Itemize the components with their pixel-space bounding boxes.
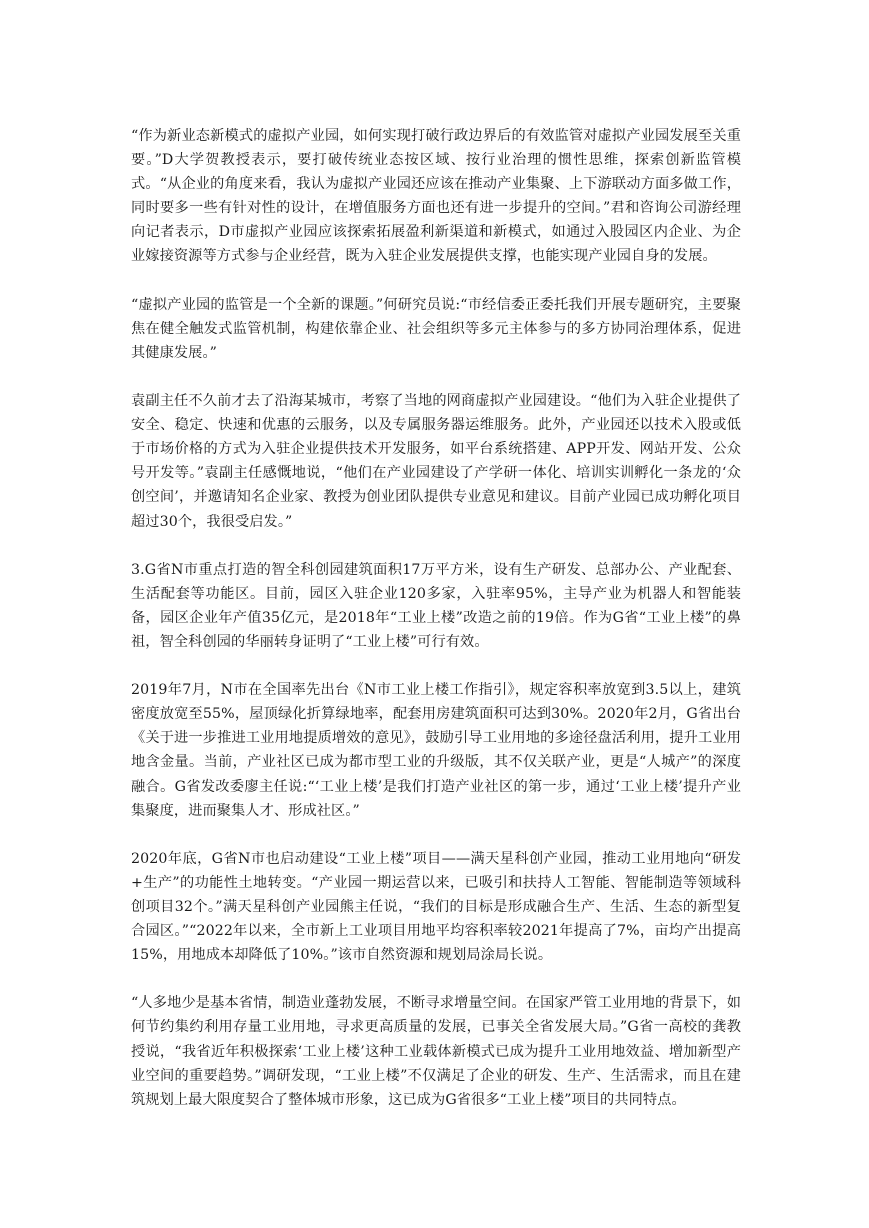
paragraph-zhiquan-park: 3.G省N市重点打造的智全科创园建筑面积17万平方米，设有生产研发、总部办公、产业配套、生活配套等功能区。目前，园区入驻企业120多家，入驻率95%，主导产业为机器人和智能装备，园区企业年产值35亿元，是2018年“工业上楼”改造之前的19倍。作为G省“工业上楼”的鼻祖，智全科创园的华丽转身证明了“工业上楼”可行有效。 — [131, 561, 741, 650]
document-body — [131, 124, 741, 1136]
paragraph-professor-gong: “人多地少是基本省情，制造业蓬勃发展，不断寻求增量空间。在国家严管工业用地的背景下，如何节约集约利用存量工业用地，寻求更高质量的发展，已事关全省发展大局。”G省一高校的龚教授说，“我省近年积极探索‘工业上楼’这种工业载体新模式已成为提升工业用地效益、增加新型产业空间的重要趋势。”调研发现，“工业上楼”不仅满足了企业的研发、生产、生活需求，而且在建筑规划上最大限度契合了整体城市形象，这已成为G省很多“工业上楼”项目的共同特点。 — [131, 995, 741, 1108]
paragraph-policy-2019: 2019年7月，N市在全国率先出台《N市工业上楼工作指引》，规定容积率放宽到3.5以上，建筑密度放宽至55%，屋顶绿化折算绿地率，配套用房建筑面积可达到30%。2020年2月，G省出台《关于进一步推进工业用地提质增效的意见》，鼓励引导工业用地的多途径盘活利用，提升工业用地含金量。当前，产业社区已成为都市型工业的升级版，其不仅关联产业，更是“人城产”的深度融合。G省发改委廖主任说:“‘工业上楼’是我们打造产业社区的第一步，通过‘工业上楼’提升产业集聚度，进而聚集人才、形成社区。” — [131, 682, 741, 819]
paragraph-coastal-city-visit: 袁副主任不久前才去了沿海某城市，考察了当地的网商虚拟产业园建设。“他们为入驻企业提供了安全、稳定、快速和优惠的云服务，以及专属服务器运维服务。此外，产业园还以技术入股或低于市场价格的方式为入驻企业提供技术开发服务，如平台系统搭建、APP开发、网站开发、公众号开发等。”袁副主任感慨地说，“他们在产业园建设了产学研一体化、培训实训孵化一条龙的‘众创空间’，并邀请知名企业家、教授为创业团队提供专业意见和建议。目前产业园已成功孵化项目超过30个，我很受启发。” — [131, 393, 741, 530]
paragraph-mantianxing-park: 2020年底，G省N市也启动建设“工业上楼”项目——满天星科创产业园，推动工业用地向“研发+生产”的功能性土地转变。“产业园一期运营以来，已吸引和扶持人工智能、智能制造等领域科创项目32个。”满天星科创产业园熊主任说，“我们的目标是形成融合生产、生活、生态的新型复合园区。”“2022年以来，全市新上工业项目用地平均容积率较2021年提高了7%，亩均产出提高15%，用地成本却降低了10%。”该市自然资源和规划局涂局长说。 — [131, 850, 741, 964]
paragraph-researcher-quote: “虚拟产业园的监管是一个全新的课题。”何研究员说:“市经信委正委托我们开展专题研究，主要聚焦在健全触发式监管机制，构建依靠企业、社会组织等多元主体参与的多方协同治理体系，促进其健康发展。” — [131, 296, 741, 361]
paragraph-virtual-park-supervision: “作为新业态新模式的虚拟产业园，如何实现打破行政边界后的有效监管对虚拟产业园发展至关重要。”D大学贺教授表示，要打破传统业态按区域、按行业治理的惯性思维，探索创新监管模式。“从企业的角度来看，我认为虚拟产业园还应该在推动产业集聚、上下游联动方面多做工作，同时要多一些有针对性的设计，在增值服务方面也还有进一步提升的空间。”君和咨询公司游经理向记者表示，D市虚拟产业园应该探索拓展盈利新渠道和新模式，如通过入股园区内企业、为企业嫁接资源等方式参与企业经营，既为入驻企业发展提供支撑，也能实现产业园自身的发展。 — [131, 128, 741, 265]
